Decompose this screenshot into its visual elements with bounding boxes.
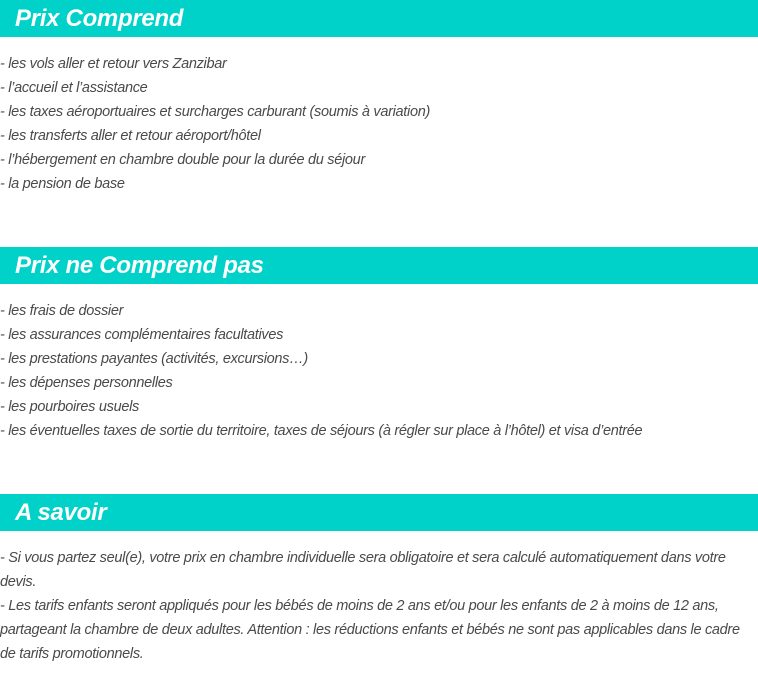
list-item: - les dépenses personnelles: [0, 375, 173, 391]
section-header: [0, 494, 758, 531]
list-item: - l’accueil et l’assistance: [0, 80, 148, 96]
section-prix-comprend: [0, 0, 758, 196]
section-header: [0, 0, 758, 37]
excluded-list: [0, 299, 758, 443]
list-item: - l’hébergement en chambre double pour la durée du séjour: [0, 152, 365, 168]
list-item: - Les tarifs enfants seront appliqués pour les bébés de moins de 2 ans et/ou pour les enfants de 2 à moins de 12 ans, partageant la chambre de deux adultes. Attention : les réductions enfants et bébés ne sont pas applicables dans le cadre de tarifs promotionnels.: [0, 598, 740, 662]
list-item: - les vols aller et retour vers Zanzibar: [0, 56, 227, 72]
list-item: - les transferts aller et retour aéroport/hôtel: [0, 128, 261, 144]
section-title: Prix ne Comprend pas: [15, 252, 264, 279]
section-header: [0, 247, 758, 284]
list-item: - les assurances complémentaires facultatives: [0, 327, 284, 343]
section-prix-ne-comprend-pas: [0, 247, 758, 443]
list-item: - les prestations payantes (activités, excursions…): [0, 351, 308, 367]
info-list: [0, 546, 758, 666]
list-item: - la pension de base: [0, 176, 125, 192]
included-list: [0, 52, 758, 196]
list-item: - les frais de dossier: [0, 303, 124, 319]
list-item: - les taxes aéroportuaires et surcharges carburant (soumis à variation): [0, 104, 431, 120]
section-title: Prix Comprend: [15, 5, 184, 32]
section-title: A savoir: [15, 499, 107, 526]
list-item: - les pourboires usuels: [0, 399, 139, 415]
list-item: - les éventuelles taxes de sortie du territoire, taxes de séjours (à régler sur place à l’hôtel) et visa d’entrée: [0, 423, 643, 439]
list-item: - Si vous partez seul(e), votre prix en chambre individuelle sera obligatoire et sera calculé automatiquement dans votre devis.: [0, 550, 726, 590]
section-a-savoir: [0, 494, 758, 666]
